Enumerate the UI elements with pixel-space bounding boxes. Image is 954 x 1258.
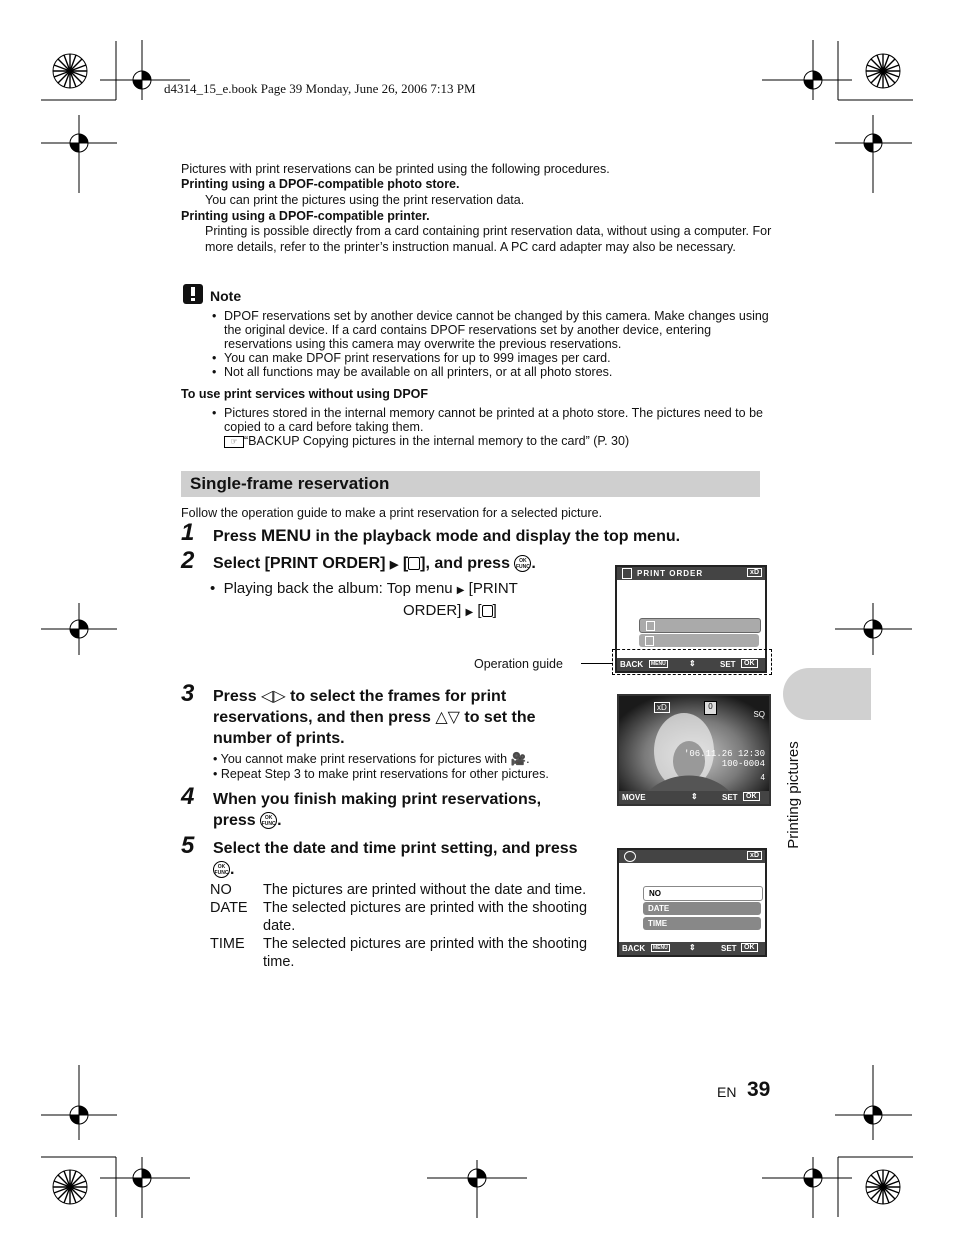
services-list [212,406,772,448]
option-desc: The selected pictures are printed with the shooting time. [263,936,588,970]
operation-guide-bar: MOVE ⇕ SET OK [619,791,769,804]
operation-guide-label: Operation guide [474,657,563,671]
ok-func-button-icon: OK FUNC [514,555,531,572]
file-stamp: d4314_15_e.book Page 39 Monday, June 26, 2006 7:13 PM [164,81,476,96]
step-number: 1 [181,519,195,546]
right-arrow-icon: ▶ [465,607,474,618]
date-time-screen [617,848,767,957]
step-2-text: Select [PRINT ORDER] ▶ [ ], and press OK FUNC. [213,555,536,572]
note-icon [183,284,203,304]
intro-heading-printer: Printing using a DPOF-compatible printer. [181,209,430,223]
photo-screen [617,694,771,806]
step-number: 3 [181,680,195,707]
option-row [210,935,605,971]
side-tab-label: Printing pictures [785,741,802,849]
services-title: To use print services without using DPOF [181,387,429,401]
services-reference: ☞ “BACKUP Copying pictures in the internal memory to the card” (P. 30) [212,434,772,448]
option-row [210,899,605,935]
option-key: TIME [210,936,245,952]
up-down-icon: ⇕ [691,792,698,801]
print-icon [646,621,655,631]
step-3-text: Press ◁▷ to select the frames for print reservations, and then press △▽ to set the number of prints. [213,688,536,747]
up-down-icon: ⇕ [689,659,696,668]
menu-item-single-print [639,618,761,633]
print-icon [408,557,420,570]
ok-func-button-icon: OK FUNC [213,861,230,878]
note-item: • DPOF reservations set by another device cannot be changed by this camera. Make changes using the original device. If a card contains DPOF reservations set by another device, entering reservations using this camera may overwrite the previous reservations. [212,309,769,351]
menu-item-time: TIME [643,917,761,930]
page-number: 39 [747,1078,771,1101]
step-number: 4 [181,783,195,810]
section-title: Single-frame reservation [190,474,390,493]
right-arrow-icon: ▶ [456,585,465,596]
screen-title-bar [619,850,765,863]
menu-button-label: MENU [261,526,312,545]
print-count-icon: 0 [704,701,717,715]
left-right-arrows-icon: ◁▷ [261,688,286,705]
right-arrow-icon: ▶ [389,559,399,571]
intro-block [181,162,781,255]
intro-line: Pictures with print reservations can be printed using the following procedures. [181,162,610,176]
intro-text-printer: Printing is possible directly from a card containing print reservation data, without using a computer. For more details, refer to the printer’s instruction manual. A PC card adapter may also be necessary. [205,224,772,254]
intro-text-store: You can print the pictures using the print reservation data. [205,193,525,207]
print-icon [482,605,493,617]
screen-title-bar: PRINT ORDER xD [617,567,765,580]
note-list [212,309,772,379]
print-icon [622,568,632,579]
shooting-date-time: '06.11.26 12:30 [683,749,765,759]
step-number: 5 [181,832,195,859]
xd-card-icon: xD [747,568,762,577]
step-5-text: Select the date and time print setting, and press OK FUNC. [213,840,578,878]
date-print-options [210,881,605,971]
operation-guide-bar: BACK MENU ⇕ SET OK [617,658,765,671]
step-4-text: When you finish making print reservations, press OK FUNC. [213,791,542,829]
note-item: • You can make DPOF print reservations for up to 999 images per card. [212,351,611,365]
services-item: • Pictures stored in the internal memory cannot be printed at a photo store. The pictures need to be copied to a card before taking them. [212,406,763,434]
menu-item-date: DATE [643,902,761,915]
up-down-icon: ⇕ [689,943,696,952]
image-quality: SQ [753,710,765,719]
up-down-arrows-icon: △▽ [435,709,460,726]
step-2-sub: • Playing back the album: Top menu ▶ [PRINT ORDER] ▶ [ ] [210,580,518,619]
step-3-note: • Repeat Step 3 to make print reservations for other pictures. [213,767,549,781]
option-key: NO [210,882,232,898]
section-header [181,471,760,497]
ok-func-button-icon: OK FUNC [260,812,277,829]
menu-item-no: NO [643,886,763,901]
movie-camera-icon: 🎥 [510,752,527,766]
step-number: 2 [181,547,195,574]
option-desc: The pictures are printed without the date and time. [263,882,587,898]
language-label: EN [717,1084,737,1100]
option-key: DATE [210,900,248,916]
reference-pointer-icon: ☞ [224,436,244,448]
all-print-icon [645,636,654,646]
option-desc: The selected pictures are printed with the shooting date. [263,900,588,934]
xd-card-icon: xD [747,851,762,860]
step-3-note: • You cannot make print reservations for pictures with 🎥. [213,752,530,766]
frame-count: 4 [760,773,765,782]
xd-card-icon: xD [654,702,670,713]
note-item: • Not all functions may be available on all printers, or at all photo stores. [212,365,613,379]
section-intro: Follow the operation guide to make a print reservation for a selected picture. [181,506,603,520]
step-1-text: Press MENU in the playback mode and display the top menu. [213,526,681,545]
clock-icon [624,851,636,862]
note-title: Note [210,288,242,304]
callout-line [581,663,613,664]
intro-heading-store: Printing using a DPOF-compatible photo store. [181,177,460,191]
step-3-notes [213,752,603,782]
menu-item-all-print [639,634,759,647]
option-row [210,881,605,899]
operation-guide-bar: BACK MENU ⇕ SET OK [619,942,765,955]
file-number: 100-0004 [721,759,765,769]
operation-guide-highlight [612,649,772,675]
